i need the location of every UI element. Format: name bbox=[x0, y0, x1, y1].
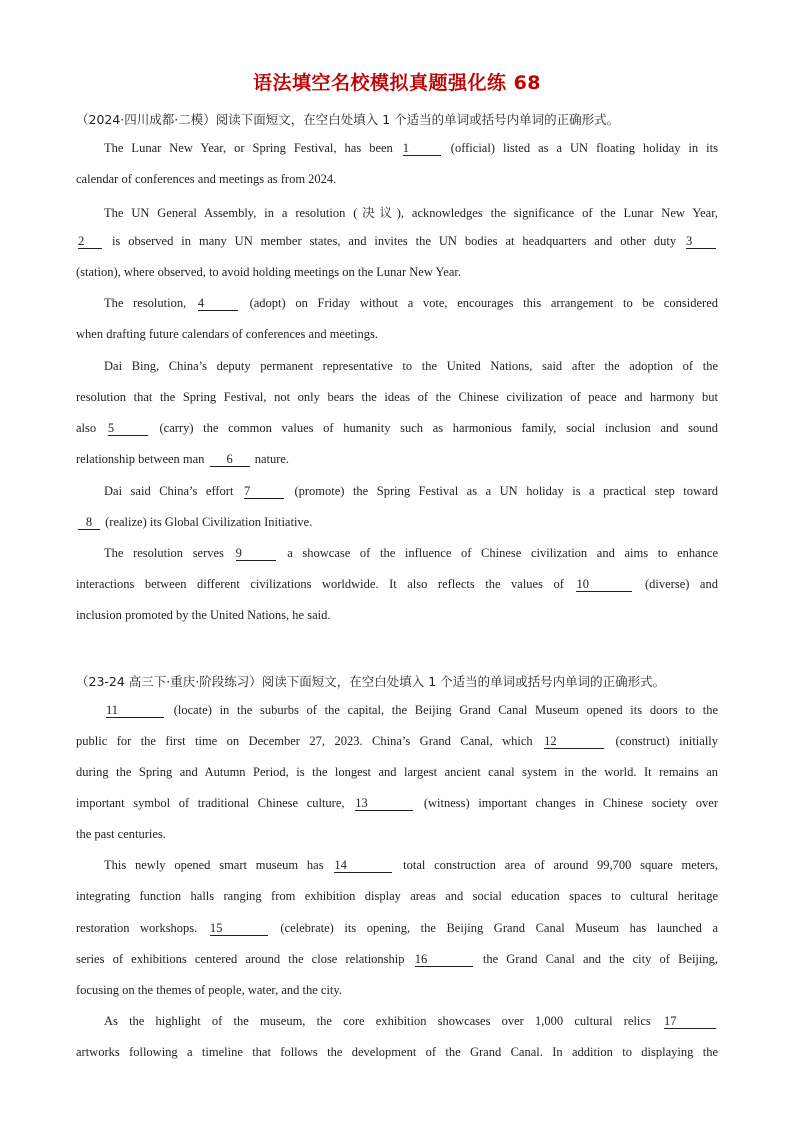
passage-text: (celebrate) its opening, the Beijing Grand Canal Museum has launched a bbox=[280, 921, 719, 935]
passage-text: nature. bbox=[254, 452, 290, 466]
passage-line bbox=[76, 734, 718, 749]
passage-text: also bbox=[76, 421, 97, 435]
passage-text: As the highlight of the museum, the core exhibition showcases over 1,000 cultural relics bbox=[104, 1014, 651, 1028]
passage-text: Dai said China’s effort bbox=[104, 484, 234, 498]
passage-text: inclusion promoted by the United Nations, he said. bbox=[76, 608, 331, 622]
passage-text: This newly opened smart museum has bbox=[104, 858, 324, 872]
passage-text: (construct) initially bbox=[615, 734, 719, 748]
passage-text: focusing on the themes of people, water, and the city. bbox=[76, 983, 342, 997]
page-title: 语法填空名校模拟真题强化练 68 bbox=[252, 72, 542, 94]
passage-text: the past centuries. bbox=[76, 827, 166, 841]
passage-line bbox=[76, 608, 718, 623]
answer-blank[interactable]: 6 bbox=[210, 452, 250, 467]
passage-line bbox=[76, 858, 718, 873]
passage-line bbox=[76, 141, 718, 156]
passage-line bbox=[76, 921, 718, 936]
passage-line bbox=[76, 577, 718, 592]
passage-text: The resolution, bbox=[104, 296, 187, 310]
passage-text: artworks following a timeline that follows the development of the Grand Canal. In addition to displaying the bbox=[76, 1045, 718, 1059]
passage-text: during the Spring and Autumn Period, is the longest and largest ancient canal system in the world. It remains an bbox=[76, 765, 718, 779]
passage-line bbox=[76, 765, 718, 780]
passage-text: The Lunar New Year, or Spring Festival, has been bbox=[104, 141, 393, 155]
answer-blank[interactable]: 11 bbox=[106, 703, 164, 718]
passage-line bbox=[76, 546, 718, 561]
passage-text: The resolution serves bbox=[104, 546, 224, 560]
answer-blank[interactable]: 16 bbox=[415, 952, 473, 967]
answer-blank[interactable]: 17 bbox=[664, 1014, 716, 1029]
passage-text: resolution that the Spring Festival, not only bears the ideas of the Chinese civilization of peace and harmony but bbox=[76, 390, 718, 404]
passage-line bbox=[76, 452, 718, 467]
passage-text: series of exhibitions centered around the close relationship bbox=[76, 952, 405, 966]
passage-line bbox=[76, 203, 718, 221]
passage-line bbox=[76, 796, 718, 811]
passage-line bbox=[76, 983, 718, 998]
passage-text: total construction area of around 99,700 square meters, bbox=[403, 858, 718, 872]
passage-line bbox=[76, 296, 718, 311]
answer-blank[interactable]: 12 bbox=[544, 734, 604, 749]
answer-blank[interactable]: 15 bbox=[210, 921, 268, 936]
answer-blank[interactable]: 2 bbox=[78, 234, 102, 249]
answer-blank[interactable]: 3 bbox=[686, 234, 716, 249]
passage-text: (adopt) on Friday without a vote, encourages this arrangement to be considered bbox=[249, 296, 718, 310]
passage-text: (station), where observed, to avoid holding meetings on the Lunar New Year. bbox=[76, 265, 461, 279]
answer-blank[interactable]: 7 bbox=[244, 484, 284, 499]
passage-line bbox=[76, 1014, 718, 1029]
passage-line bbox=[76, 234, 718, 249]
passage-text: (realize) its Global Civilization Initiative. bbox=[105, 515, 313, 529]
passage-text: when drafting future calendars of conferences and meetings. bbox=[76, 327, 378, 341]
passage-text: restoration workshops. bbox=[76, 921, 198, 935]
section-1-instruction: （2024·四川成都·二模）阅读下面短文，在空白处填入 1 个适当的单词或括号内单词的正确形式。 bbox=[76, 112, 620, 127]
passage-text: (diverse) and bbox=[644, 577, 718, 591]
passage-line bbox=[76, 889, 718, 904]
passage-text: (promote) the Spring Festival as a UN holiday is a practical step toward bbox=[294, 484, 719, 498]
passage-line bbox=[76, 421, 718, 436]
passage-text: the Grand Canal and the city of Beijing, bbox=[482, 952, 719, 966]
passage-line bbox=[76, 390, 718, 405]
passage-line bbox=[76, 515, 718, 530]
answer-blank[interactable]: 1 bbox=[403, 141, 441, 156]
passage-line bbox=[76, 703, 718, 718]
passage-line bbox=[76, 1045, 718, 1060]
passage-line bbox=[76, 827, 718, 842]
passage-text: (locate) in the suburbs of the capital, the Beijing Grand Canal Museum opened its doors to the bbox=[173, 703, 718, 717]
passage-text: important symbol of traditional Chinese culture, bbox=[76, 796, 345, 810]
answer-blank[interactable]: 8 bbox=[78, 515, 100, 530]
answer-blank[interactable]: 10 bbox=[576, 577, 632, 592]
passage-text: relationship between man bbox=[76, 452, 205, 466]
passage-text: Dai Bing, China’s deputy permanent representative to the United Nations, said after the adoption of the bbox=[104, 359, 718, 373]
section-2-instruction: （23-24 高三下·重庆·阶段练习）阅读下面短文，在空白处填入 1 个适当的单词或括号内单词的正确形式。 bbox=[76, 674, 666, 689]
passage-text: public for the first time on December 27, 2023. China’s Grand Canal, which bbox=[76, 734, 533, 748]
answer-blank[interactable]: 9 bbox=[236, 546, 276, 561]
answer-blank[interactable]: 13 bbox=[355, 796, 413, 811]
passage-line bbox=[76, 484, 718, 499]
passage-text: calendar of conferences and meetings as from 2024. bbox=[76, 172, 337, 186]
answer-blank[interactable]: 5 bbox=[108, 421, 148, 436]
passage-line bbox=[76, 172, 718, 187]
passage-text: is observed in many UN member states, and invites the UN bodies at headquarters and other duty bbox=[111, 234, 677, 248]
passage-line bbox=[76, 952, 718, 967]
passage-text: interactions between different civilizations worldwide. It also reflects the values of bbox=[76, 577, 564, 591]
passage-text: The UN General Assembly, in a resolution (决议), acknowledges the significance of the Lunar New Year, bbox=[104, 206, 718, 220]
answer-blank[interactable]: 4 bbox=[198, 296, 238, 311]
passage-text: a showcase of the influence of Chinese civilization and aims to enhance bbox=[287, 546, 719, 560]
passage-line bbox=[76, 359, 718, 374]
passage-line bbox=[76, 327, 718, 342]
passage-text: (official) listed as a UN floating holiday in its bbox=[450, 141, 718, 155]
passage-text: (carry) the common values of humanity such as harmonious family, social inclusion and sound bbox=[159, 421, 719, 435]
passage-text: (witness) important changes in Chinese society over bbox=[423, 796, 719, 810]
answer-blank[interactable]: 14 bbox=[334, 858, 392, 873]
passage-line bbox=[76, 265, 718, 280]
passage-text: integrating function halls ranging from exhibition display areas and social education spaces to cultural heritage bbox=[76, 889, 718, 903]
